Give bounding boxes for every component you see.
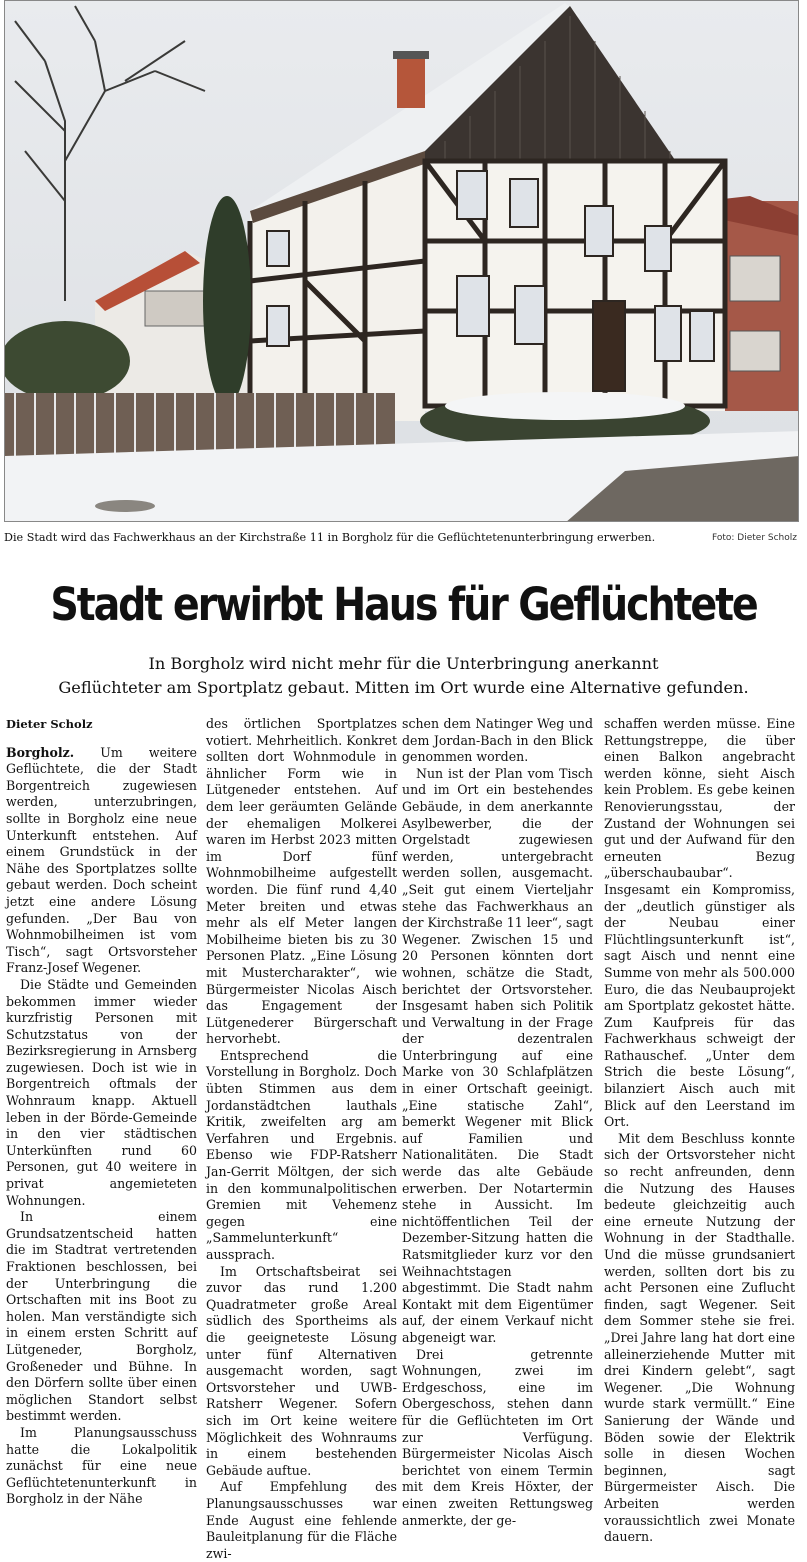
half-timbered-house-photo (5, 1, 799, 522)
paragraph: Die Städte und Gemeinden bekommen immer wieder kurzfristig Personen mit Schutzstatus von der Bezirksregierung in Arnsberg zugewiesen. Doch ist wie in Borgentreich oftmals der Wohnraum knapp. Aktuell leben in der Börde-Gemeinde in den vier städtischen Unterkünften rund 60 Personen, gut 40 weitere in privat angemieteten Wohnungen. (6, 976, 197, 1208)
photo-caption (4, 528, 799, 548)
paragraph: Mit dem Beschluss konnte sich der Ortsvorsteher nicht so recht anfreunden, denn die Nutzung des Hauses bedeute gleichzeitig auch eine erneute Nutzung der Wohnung in der Stadthalle. Und die müsse grundsaniert werden, sollten dort bis zu acht Personen eine Zuflucht finden, sagt Wegener. Seit dem Sommer stehe sie frei. „Drei Jahre lang hat dort eine alleinerziehende Mutter mit drei Kindern gelebt“, sagt Wegener. „Die Wohnung wurde stark vermüllt.“ Eine Sanierung der Wände und Böden sowie der Elektrik solle in diesen Wochen beginnen, sagt Bürgermeister Aisch. Die Arbeiten werden voraussichtlich zwei Monate dauern. (604, 1130, 795, 1545)
paragraph: schaffen werden müsse. Eine Rettungstreppe, die über einen Balkon angebracht werden könne, sieht Aisch kein Problem. Es gebe keinen Renovierungsstau, der Zustand der Wohnungen sei gut und der Aufwand für den erneuten Bezug „überschaubaubar“. Insgesamt ein Kompromiss, der „deutlich günstiger als der Neubau einer Flüchtlingsunterkunft ist“, sagt Aisch und nennt eine Summe von mehr als 500.000 Euro, die das Neubauprojekt am Sportplatz gekostet hätte. Zum Kaufpreis für das Fachwerkhaus schweigt der Rathauschef. „Unter dem Strich die beste Lösung“, bilanziert Aisch auch mit Blick auf den Leerstand im Ort. (604, 716, 795, 1130)
subheadline-line: In Borgholz wird nicht mehr für die Unterbringung anerkannt (148, 654, 659, 673)
article-body (0, 716, 807, 1561)
paragraph: Nun ist der Plan vom Tisch und im Ort ein bestehendes Gebäude, in dem anerkannte Asylbewerber, die der Orgelstadt zugewiesen werden, untergebracht werden sollen, ausgemacht. „Seit gut einem Vierteljahr stehe das Fachwerkhaus an der Kirchstraße 11 leer“, sagt Wegener. Zwischen 15 und 20 Personen könnten dort wohnen, schätze die Stadt, berichtet der Ortsvorsteher. Insgesamt haben sich Politik und Verwaltung in der Frage der dezentralen Unterbringung auf eine Marke von 30 Schlafplätzen in einer Ortschaft geeinigt. „Eine statische Zahl“, bemerkt Wegener mit Blick auf Familien und Nationalitäten. Die Stadt werde das alte Gebäude erwerben. Der Notartermin stehe in Aussicht. Im nichtöffentlichen Teil der Dezember-Sitzung hatten die Ratsmitglieder kurz vor den Weihnachtstagen abgestimmt. Die Stadt nahm Kontakt mit dem Eigentümer auf, der einem Verkauf nicht abgeneigt war. (402, 765, 593, 1345)
dateline: Borgholz. (6, 744, 75, 760)
paragraph: schen dem Natinger Weg und dem Jordan-Bach in den Blick genommen worden. (402, 716, 593, 765)
paragraph: Auf Empfehlung des Planungsausschusses war Ende August eine fehlende Bauleitplanung für die Fläche zwi- (206, 1479, 397, 1561)
paragraph: Im Planungsausschuss hatte die Lokalpolitik zunächst für eine neue Geflüchtetenunterkunft in Borgholz in der Nähe (6, 1424, 197, 1507)
paragraph: Im Ortschaftsbeirat sei zuvor das rund 1.200 Quadratmeter große Areal südlich des Sportheims als die geeigneteste Lösung unter fünf Alternativen ausgemacht worden, sagt Ortsvorsteher und UWB-Ratsherr Wegener. Sofern sich im Ort keine weitere Möglichkeit des Wohnraums in einem bestehenden Gebäude auftue. (206, 1263, 397, 1478)
caption-text: Die Stadt wird das Fachwerkhaus an der Kirchstraße 11 in Borgholz für die Geflüchtetenunterbringung erwerben. (4, 531, 656, 544)
paragraph-text: Um weitere Geflüchtete, die der Stadt Borgentreich zugewiesen werden, unterzubringen, sollte in Borgholz eine neue Unterkunft entstehen. Auf einem Grundstück in der Nähe des Sportplatzes sollte gebaut werden. Doch scheint jetzt eine andere Lösung gefunden. „Der Bau von Wohnmobilheimen ist vom Tisch“, sagt Ortsvorsteher Franz-Josef Wegener. (6, 744, 197, 976)
paragraph: des örtlichen Sportplatzes votiert. Mehrheitlich. Konkret sollten dort Wohnmodule in ähnlicher Form wie in Lütgeneder entstehen. Auf dem leer geräumten Gelände der ehemaligen Molkerei waren im Herbst 2023 mitten im Dorf fünf Wohnmobilheime aufgestellt worden. Die fünf rund 4,40 Meter breiten und etwas mehr als elf Meter langen Mobilheime bieten bis zu 30 Personen Platz. „Eine Lösung mit Mustercharakter“, wie Bürgermeister Nicolas Aisch das Engagement der Lütgenederer Bürgerschaft hervorhebt. (206, 716, 397, 1047)
byline: Dieter Scholz (6, 717, 93, 731)
paragraph: Drei getrennte Wohnungen, zwei im Erdgeschoss, eine im Obergeschoss, stehen dann für die Geflüchteten im Ort zur Verfügung. Bürgermeister Nicolas Aisch berichtet von einem Termin mit dem Kreis Höxter, der einen zweiten Rettungsweg anmerkte, der ge- (402, 1346, 593, 1528)
paragraph (6, 745, 197, 977)
headline: Stadt erwirbt Haus für Geflüchtete (50, 578, 757, 631)
column-3 (402, 716, 593, 1529)
column-2 (206, 716, 397, 1562)
column-1 (6, 716, 197, 1508)
subheadline-line: Geflüchteter am Sportplatz gebaut. Mitten im Ort wurde eine Alternative gefunden. (58, 678, 749, 697)
column-4 (604, 716, 795, 1546)
paragraph: In einem Grundsatzentscheid hatten die im Stadtrat vertretenden Fraktionen beschlossen, bei der Unterbringung die Ortschaften mit ins Boot zu holen. Man verständigte sich in einem ersten Schritt auf Lütgeneder, Borgholz, Großeneder und Bühne. In den Dörfern sollte über einen möglichen Standort selbst bestimmt werden. (6, 1209, 197, 1424)
photo-credit: Foto: Dieter Scholz (712, 533, 797, 543)
paragraph: Entsprechend die Vorstellung in Borgholz. Doch übten Stimmen aus dem Jordanstädtchen lauthals Kritik, zweifelten arg am Verfahren und Ergebnis. Ebenso wie FDP-Ratsherr Jan-Gerrit Möltgen, der sich in den kommunalpolitischen Gremien mit Vehemenz gegen eine „Sammelunterkunft“ aussprach. (206, 1047, 397, 1262)
subheadline (20, 652, 787, 700)
article-photo (4, 0, 799, 522)
